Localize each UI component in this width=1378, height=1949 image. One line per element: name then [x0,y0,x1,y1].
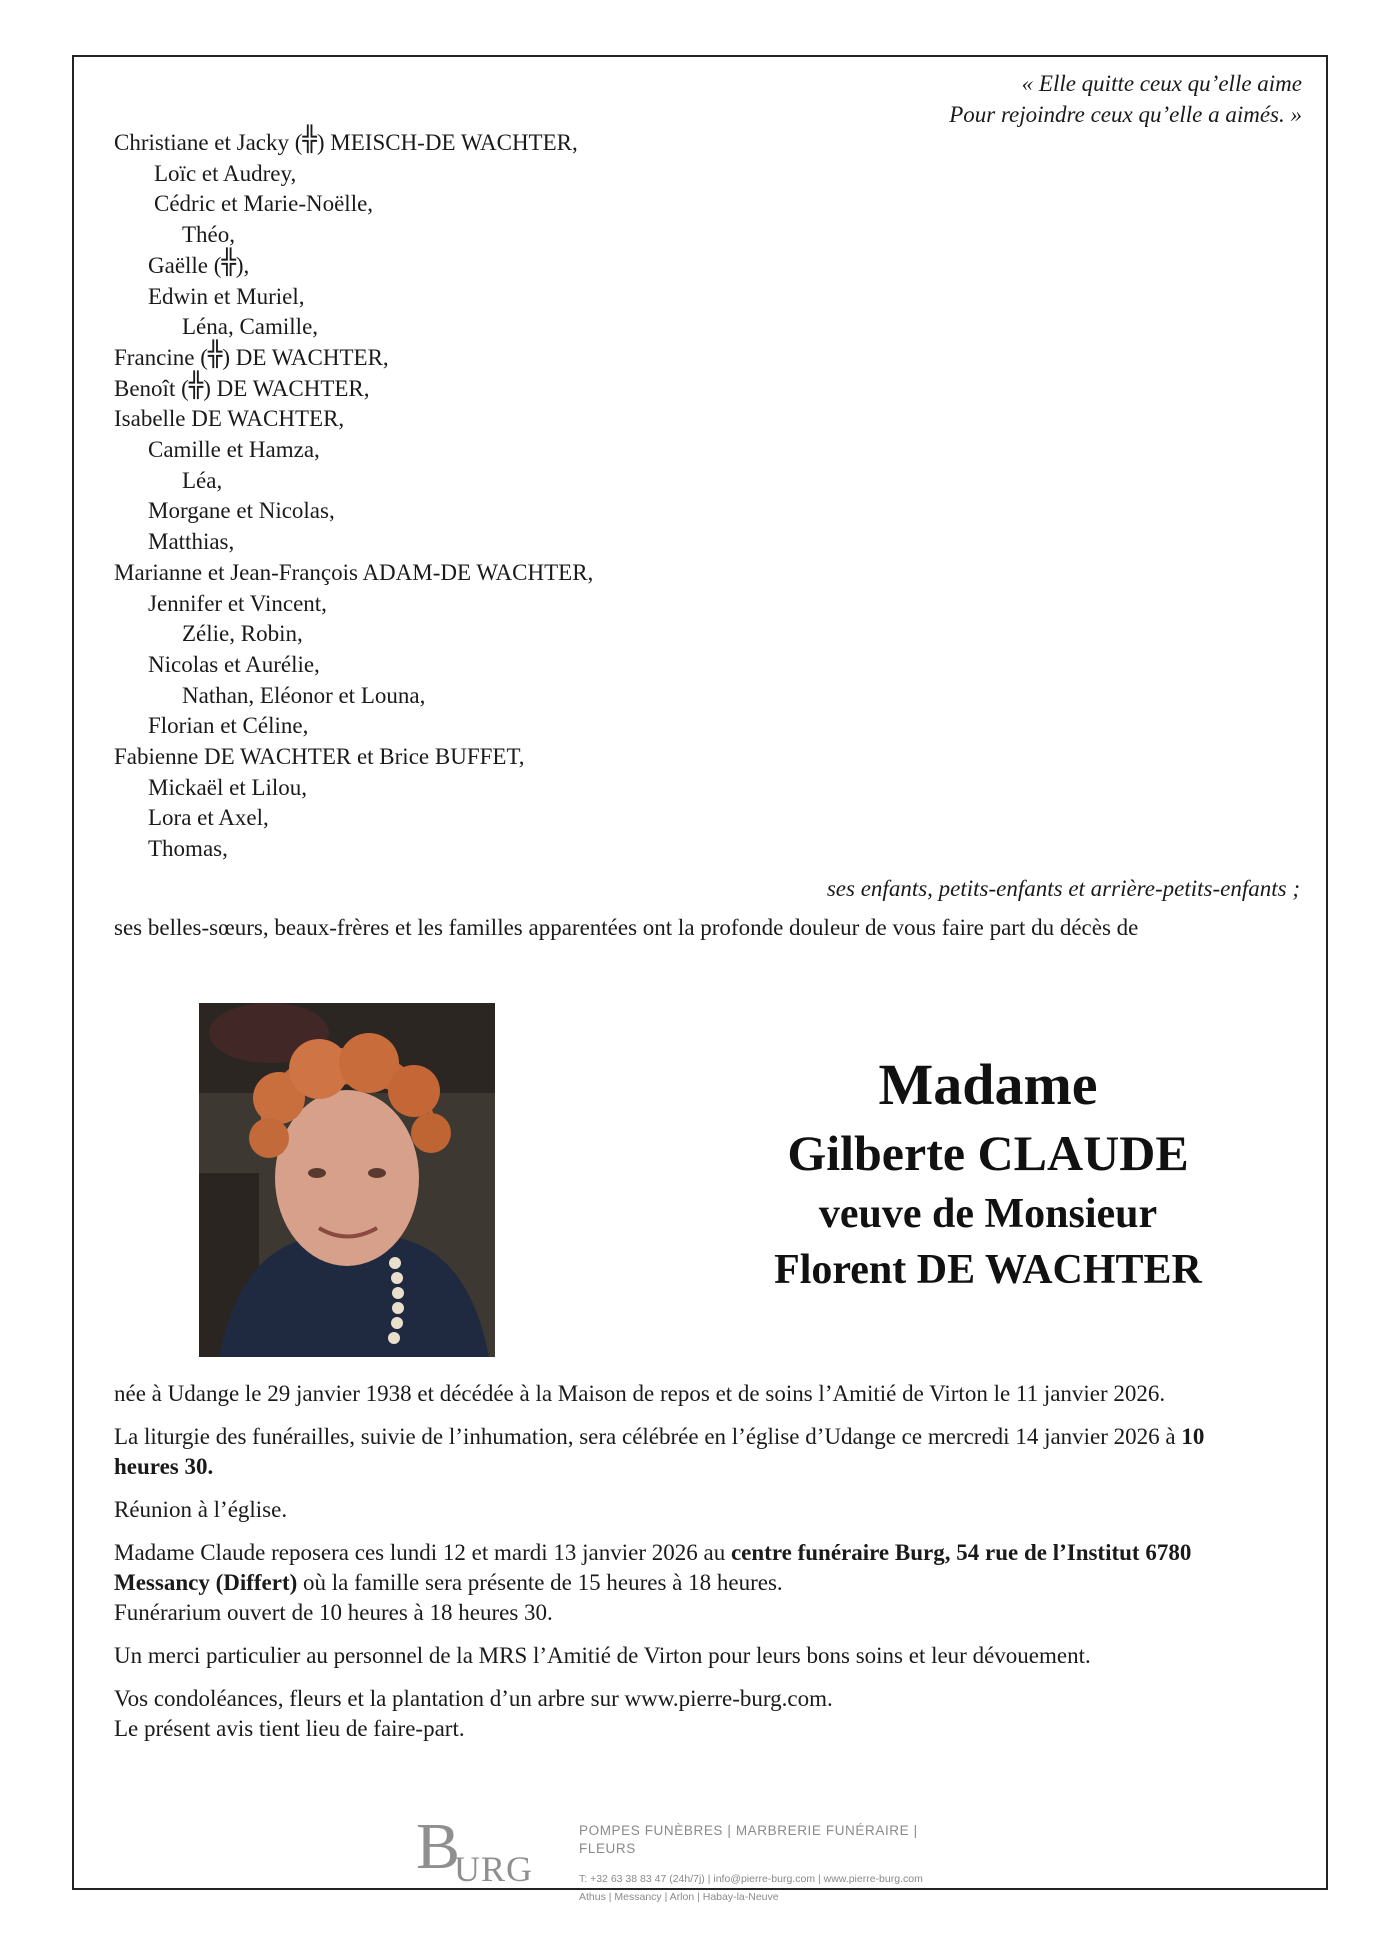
family-name-suffix: ) DE WACHTER, [222,344,389,370]
closing-info [114,1684,1274,1744]
condolences-text: Vos condoléances, fleurs et la plantation d’un arbre sur www.pierre-burg.com. [114,1686,833,1711]
cross-icon: ╬ [207,339,223,368]
family-row [114,589,593,620]
family-name: Marianne et Jean-François ADAM-DE WACHTER, [114,559,594,585]
family-row [114,370,593,405]
footer-text [579,1818,976,1904]
burg-logo [416,1810,546,1889]
family-name: Matthias, [148,529,235,555]
deceased-name-block [668,1050,1308,1298]
family-name: Isabelle DE WACHTER, [114,406,345,432]
family-name: Léna, Camille, [182,314,319,340]
family-row [114,496,593,527]
family-name: Florian et Céline, [148,713,309,739]
family-row [114,125,593,159]
family-row [114,711,593,742]
family-name: Francine ( [114,344,208,370]
family-row [114,527,593,558]
family-name: Edwin et Muriel, [148,283,305,309]
rest-after: où la famille sera présente de 15 heures à 18 heures. [297,1570,783,1595]
thanks-text: Un merci particulier au personnel de la MRS l’Amitié de Virton pour leurs bons soins et leur dévouement. [114,1643,1091,1668]
epigraph-line-1: « Elle quitte ceux qu’elle aime [1021,71,1302,96]
family-name: Morgane et Nicolas, [148,498,335,524]
portrait-illustration [199,1003,495,1357]
family-row [114,558,593,589]
family-row [114,619,593,650]
family-name-suffix: ) MEISCH-DE WACHTER, [316,130,578,155]
family-name-suffix: ), [235,252,250,278]
family-name: Nicolas et Aurélie, [148,651,320,677]
cross-icon: ╬ [188,370,204,399]
family-row [114,650,593,681]
liturgy-time: 10 heures 30. [114,1424,1205,1479]
widow-of-label: veuve de Monsieur [818,1191,1158,1237]
family-name: Jennifer et Vincent, [148,590,327,616]
family-row [114,742,593,773]
funeral-details [114,1379,1274,1757]
footer-contact: T: +32 63 38 83 47 (24h/7j) | info@pierre-burg.com | www.pierre-burg.com [579,1873,923,1885]
family-row [114,189,593,220]
family-row [114,435,593,466]
family-name: Benoît ( [114,375,189,401]
family-name: Christiane et Jacky ( [114,130,303,155]
rest-place: centre funéraire Burg, 54 rue de l’Institut 6780 Messancy (Differt) [114,1540,1192,1595]
epigraph-line-2: Pour rejoindre ceux qu’elle a aimés. » [949,102,1302,127]
liturgy-text: La liturgie des funérailles, suivie de l’inhumation, sera célébrée en l’église d’Udange ce mercredi 14 janvier 2026 à [114,1424,1182,1449]
epigraph-quote [949,68,1302,130]
family-row [114,466,593,497]
family-name: Gaëlle ( [148,252,222,278]
family-row [114,834,593,865]
family-name: Thomas, [148,836,228,862]
family-name-suffix: ) DE WACHTER, [203,375,370,401]
family-row [114,404,593,435]
funerarium-hours: Funérarium ouvert de 10 heures à 18 heures 30. [114,1600,553,1625]
meeting-info: Réunion à l’église. [114,1497,288,1522]
family-relation: ses enfants, petits-enfants et arrière-petits-enfants ; [826,876,1300,901]
announcement-text: ses belles-sœurs, beaux-frères et les familles apparentées ont la profonde douleur de vous faire part du décès de [114,915,1139,940]
logo-letter-b: B [416,1810,461,1883]
family-row [114,247,593,282]
family-row [114,312,593,343]
family-list [114,125,594,865]
family-name: Léa, [182,467,223,493]
family-name: Cédric et Marie-Noëlle, [154,191,374,217]
family-row [114,681,593,712]
family-name: Nathan, Eléonor et Louna, [182,682,426,708]
logo-letters-urg: URG [454,1849,534,1889]
family-name: Loïc et Audrey, [154,160,297,186]
visitation-info [114,1538,1274,1628]
family-name: Théo, [182,222,236,248]
footer-services: POMPES FUNÈBRES | MARBRERIE FUNÉRAIRE | FLEURS [579,1823,918,1856]
family-row [114,220,593,251]
family-row [114,282,593,313]
cross-icon: ╬ [221,247,236,276]
portrait-photo [199,1003,495,1357]
family-row [114,773,593,804]
spouse-name: Florent DE WACHTER [774,1247,1202,1293]
family-name: Lora et Axel, [148,805,269,831]
family-row [114,339,593,374]
family-row [114,803,593,834]
footer [416,1810,976,1903]
rest-text: Madame Claude reposera ces lundi 12 et mardi 13 janvier 2026 au [114,1540,731,1565]
notice-text: Le présent avis tient lieu de faire-part. [114,1716,465,1741]
family-row [114,159,593,190]
cross-icon: ╬ [302,125,317,153]
footer-locations: Athus | Messancy | Arlon | Habay-la-Neuve [579,1891,779,1903]
family-name: Fabienne DE WACHTER et Brice BUFFET, [114,744,525,770]
birth-death-info: née à Udange le 29 janvier 1938 et décédée à la Maison de repos et de soins l’Amitié de Virton le 11 janvier 2026. [114,1381,1166,1406]
family-name: Zélie, Robin, [182,621,303,647]
deceased-name: Gilberte CLAUDE [787,1125,1189,1181]
deceased-title: Madame [878,1052,1098,1117]
family-name: Camille et Hamza, [148,437,320,463]
liturgy-info [114,1422,1274,1482]
family-name: Mickaël et Lilou, [148,774,308,800]
